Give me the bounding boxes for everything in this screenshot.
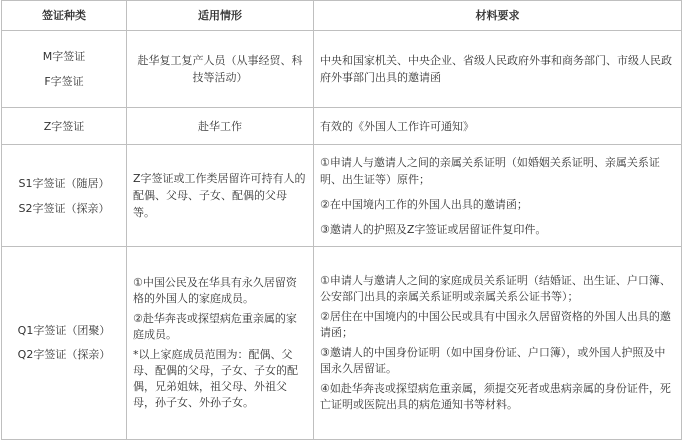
situation-text: ①中国公民及在华具有永久居留资格的外国人的家庭成员。 [133, 276, 297, 305]
material-text: ①申请人与邀请人之间的亲属关系证明（如婚姻关系证明、亲属关系证明、出生证等）原件； [320, 155, 660, 186]
materials-cell [314, 108, 682, 145]
situation-cell [127, 108, 314, 145]
materials-cell [314, 247, 682, 440]
table-row-m-f [2, 31, 682, 108]
visa-type: Z字签证 [43, 119, 85, 133]
visa-type-cell [2, 108, 127, 145]
header-material-requirements: 材料要求 [314, 1, 682, 31]
situation-text: Z字签证或工作类居留许可持有人的配偶、父母、子女、配偶的父母等。 [133, 172, 306, 219]
material-text: ①申请人与邀请人之间的家庭成员关系证明（结婚证、出生证、户口簿、公安部门出具的亲属关系证明或亲属关系公证书等）； [320, 274, 671, 303]
visa-type: F字签证 [44, 75, 84, 88]
situation-cell [127, 145, 314, 247]
visa-type: S1字签证（随居） [18, 176, 110, 190]
material-text: ②居住在中国境内的中国公民或具有中国永久居留资格的外国人出具的邀请函； [320, 310, 671, 339]
material-text: 有效的《外国人工作许可通知》 [320, 119, 474, 133]
situation-cell [127, 31, 314, 108]
visa-type-cell [2, 247, 127, 440]
visa-type: Q2字签证（探亲） [17, 348, 111, 361]
materials-cell [314, 31, 682, 108]
material-text: 中央和国家机关、中央企业、省级人民政府外事和商务部门、市级人民政府外事部门出具的邀请函 [320, 54, 672, 84]
table-row-s [2, 145, 682, 247]
table-row-z [2, 108, 682, 145]
visa-type: M字签证 [42, 50, 86, 63]
situation-cell [127, 247, 314, 440]
material-text: ②在中国境内工作的外国人出具的邀请函； [320, 197, 528, 211]
visa-type: Q1字签证（团聚） [17, 324, 111, 337]
material-text: ④如赴华奔丧或探望病危重亲属，须提交死者或患病亲属的身份证件，死亡证明或医院出具的病危通知书等材料。 [320, 382, 671, 411]
situation-text: 赴华工作 [198, 119, 242, 133]
situation-text: 赴华复工复产人员（从事经贸、科技等活动） [137, 54, 303, 84]
header-applicable-situation: 适用情形 [127, 1, 314, 31]
visa-requirements-table [1, 0, 682, 440]
family-scope-note: *以上家庭成员范围为：配偶、父母、配偶的父母，子女、子女的配偶，兄弟姐妹，祖父母、外祖父母，孙子女、外孙子女。 [133, 348, 298, 409]
visa-type-cell [2, 145, 127, 247]
table-row-q [2, 247, 682, 440]
material-text: ③邀请人的护照及Z字签证或居留证件复印件。 [320, 222, 547, 236]
table-header-row [2, 1, 682, 31]
situation-text: ②赴华奔丧或探望病危重亲属的家庭成员。 [133, 312, 297, 341]
visa-type: S2字签证（探亲） [18, 201, 110, 215]
header-visa-type: 签证种类 [2, 1, 127, 31]
material-text: ③邀请人的中国身份证明（如中国身份证、户口簿），或外国人护照及中国永久居留证。 [320, 346, 666, 375]
materials-cell [314, 145, 682, 247]
visa-type-cell [2, 31, 127, 108]
